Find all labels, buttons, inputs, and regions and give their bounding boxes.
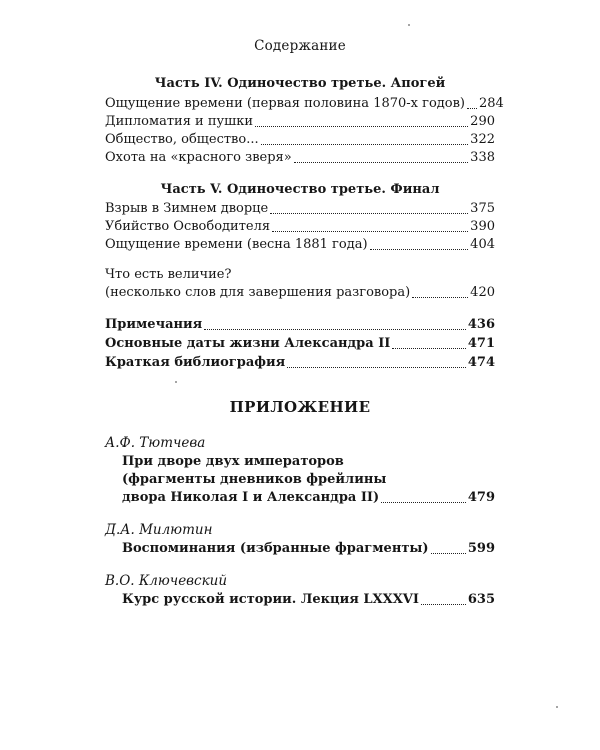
toc-entry (105, 95, 504, 113)
toc-entry (105, 236, 495, 254)
dot-leader (261, 144, 469, 145)
dot-leader (467, 108, 477, 109)
toc-entry-text: (несколько слов для завершения разговора) (105, 285, 411, 300)
toc-entry-page: 290 (470, 114, 495, 129)
toc-entry-text: Охота на «красного зверя» (105, 150, 292, 165)
toc-entry (105, 113, 495, 131)
toc-entry (105, 200, 495, 218)
toc-entry-page: 474 (467, 355, 495, 370)
toc-entry (122, 540, 495, 558)
toc-entry-page: 404 (470, 237, 495, 252)
toc-entry (105, 284, 495, 302)
toc-entry-text: Курс русской истории. Лекция LXXXVI (122, 592, 419, 607)
toc-entry-text: Убийство Освободителя (105, 219, 271, 234)
scan-speck (408, 24, 410, 26)
greatness-title: Что есть величие? (105, 267, 232, 282)
appendix-title: ПРИЛОЖЕНИЕ (229, 398, 371, 416)
work-title-line: (фрагменты дневников фрейлины (122, 472, 387, 487)
scan-speck (556, 706, 558, 708)
toc-entry-page: 436 (467, 317, 495, 332)
dot-leader (204, 329, 466, 330)
toc-entry-text: Воспоминания (избранные фрагменты) (122, 541, 429, 556)
dot-leader (270, 213, 468, 214)
toc-entry (105, 354, 495, 372)
toc-entry-page: 375 (470, 201, 495, 216)
work-title-line: При дворе двух императоров (122, 454, 344, 469)
toc-entry-page: 338 (470, 150, 495, 165)
dot-leader (421, 604, 466, 605)
toc-entry-text: Взрыв в Зимнем дворце (105, 201, 269, 216)
scan-speck (175, 381, 177, 383)
dot-leader (392, 348, 465, 349)
toc-entry-text: двора Николая I и Александра II) (122, 490, 380, 505)
dot-leader (272, 231, 468, 232)
toc-entry-text: Дипломатия и пушки (105, 114, 254, 129)
author-klyuchevsky: В.О. Ключевский (105, 573, 228, 589)
dot-leader (287, 367, 466, 368)
dot-leader (431, 553, 466, 554)
author-tyutcheva: А.Ф. Тютчева (105, 435, 206, 451)
dot-leader (370, 249, 469, 250)
toc-entry-text: Краткая библиография (105, 355, 286, 370)
toc-entry-text: Примечания (105, 317, 203, 332)
toc-entry-page: 420 (470, 285, 495, 300)
part4-title: Часть IV. Одиночество третье. Апогей (154, 76, 446, 91)
toc-entry-text: Общество, общество... (105, 132, 259, 147)
toc-entry-page: 390 (470, 219, 495, 234)
toc-entry-page: 284 (479, 96, 504, 111)
dot-leader (294, 162, 468, 163)
author-milyutin: Д.А. Милютин (105, 522, 213, 538)
toc-entry-text: Ощущение времени (весна 1881 года) (105, 237, 368, 252)
part5-title: Часть V. Одиночество третье. Финал (160, 182, 440, 197)
toc-entry-page: 322 (470, 132, 495, 147)
toc-entry-page: 635 (467, 592, 495, 607)
dot-leader (412, 297, 468, 298)
dot-leader (255, 126, 468, 127)
toc-entry (122, 489, 495, 507)
toc-entry-page: 471 (467, 336, 495, 351)
toc-entry (105, 316, 495, 334)
toc-entry-text: Основные даты жизни Александра II (105, 336, 391, 351)
toc-entry (105, 131, 495, 149)
toc-entry-page: 599 (467, 541, 495, 556)
toc-entry (105, 218, 495, 236)
toc-entry-text: Ощущение времени (первая половина 1870-х годов) (105, 96, 465, 111)
toc-entry (105, 149, 495, 167)
toc-entry-page: 479 (467, 490, 495, 505)
toc-entry (122, 591, 495, 609)
toc-entry (105, 335, 495, 353)
dot-leader (381, 502, 466, 503)
running-head: Содержание (254, 38, 346, 54)
